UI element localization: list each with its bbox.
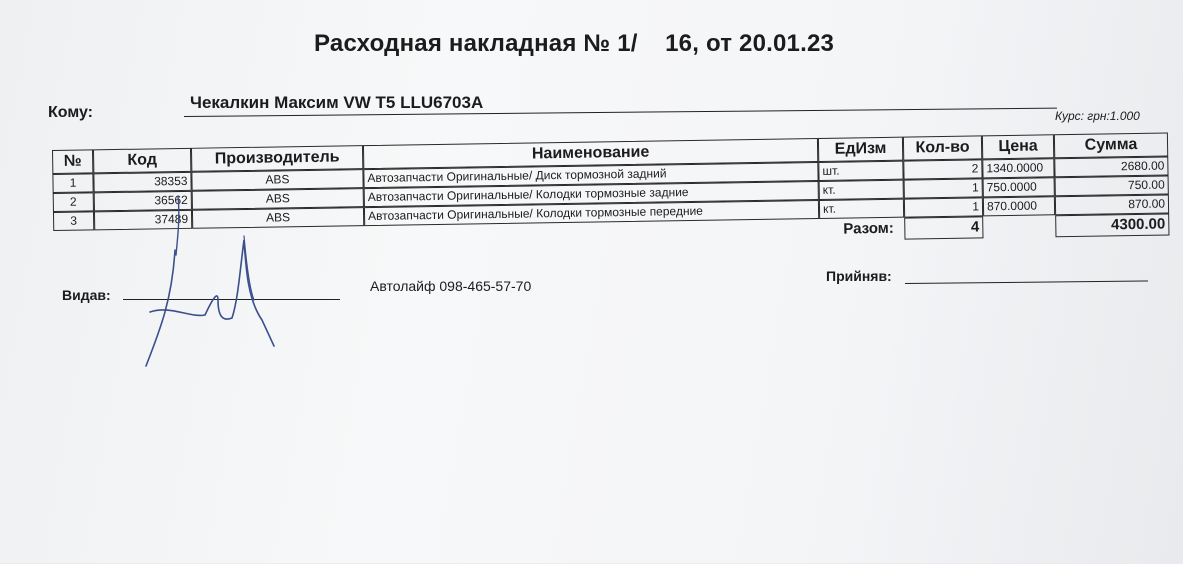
- row3-sum: 870.00: [1055, 194, 1169, 215]
- row2-unit: кт.: [819, 180, 904, 200]
- received-by-label: Прийняв:: [826, 268, 892, 284]
- total-sum: 4300.00: [1055, 213, 1169, 237]
- total-quantity: 4: [904, 216, 983, 239]
- header-name: Наименование: [363, 138, 818, 169]
- row2-number: 2: [53, 192, 94, 212]
- row2-name: Автозапчасти Оригинальные/ Колодки тормозные задние: [364, 181, 819, 207]
- invoice-title: Расходная накладная № 1/ 16, от 20.01.23: [314, 30, 835, 57]
- row1-quantity: 2: [903, 159, 982, 179]
- row1-price: 1340.0000: [982, 158, 1054, 178]
- row3-price: 870.0000: [983, 196, 1055, 216]
- row1-number: 1: [52, 173, 93, 193]
- row1-sum: 2680.00: [1054, 156, 1168, 177]
- header-unit: ЕдИзм: [818, 137, 903, 162]
- recipient-value: Чекалкин Максим VW T5 LLU6703A: [190, 93, 484, 112]
- row3-manufacturer: ABS: [192, 207, 364, 229]
- row3-number: 3: [53, 211, 94, 231]
- header-number: №: [52, 149, 93, 174]
- exchange-rate: Курс: грн:1.000: [1055, 109, 1140, 123]
- row1-code: 38353: [93, 172, 191, 193]
- row3-unit: кт.: [819, 199, 904, 219]
- row2-code: 36562: [94, 191, 192, 212]
- row1-name: Автозапчасти Оригинальные/ Диск тормозной задний: [363, 162, 818, 188]
- header-sum: Сумма: [1054, 132, 1168, 158]
- row1-manufacturer: ABS: [191, 169, 363, 191]
- row3-code: 37489: [94, 210, 192, 231]
- recipient-label: Кому:: [48, 104, 93, 121]
- header-quantity: Кол-во: [903, 135, 982, 160]
- header-manufacturer: Производитель: [191, 145, 363, 172]
- company-contact: Автолайф 098-465-57-70: [370, 278, 532, 294]
- header-code: Код: [93, 148, 191, 174]
- header-price: Цена: [982, 134, 1054, 159]
- total-label: Разом:: [843, 219, 894, 238]
- row2-sum: 750.00: [1055, 175, 1169, 196]
- row2-price: 750.0000: [983, 177, 1055, 197]
- row3-name: Автозапчасти Оригинальные/ Колодки тормозные передние: [364, 200, 819, 226]
- row1-unit: шт.: [818, 161, 903, 181]
- row3-quantity: 1: [904, 197, 983, 217]
- row2-manufacturer: ABS: [192, 188, 364, 210]
- issued-by-label: Видав:: [62, 287, 111, 303]
- row2-quantity: 1: [904, 178, 983, 198]
